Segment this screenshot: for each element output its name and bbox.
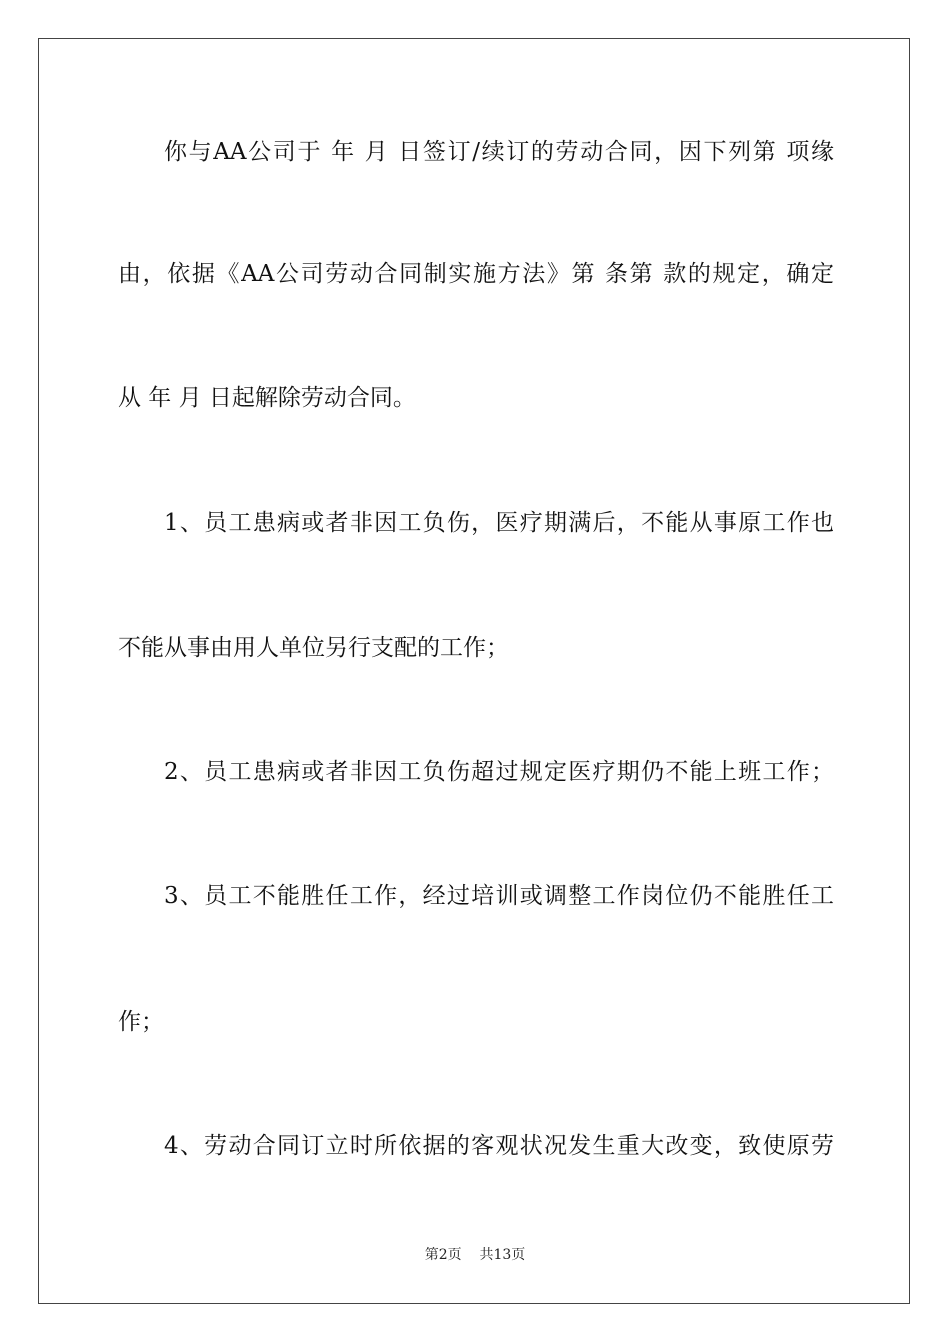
- item-3-line-1: 3、员工不能胜任工作，经过培训或调整工作岗位仍不能胜任工: [164, 883, 834, 909]
- page-total: 共13页: [479, 1247, 526, 1263]
- item-3-line-2: 作；: [118, 1009, 164, 1035]
- page-number: 第2页: [424, 1247, 462, 1263]
- item-2-line-1: 2、员工患病或者非因工负伤超过规定医疗期仍不能上班工作；: [164, 759, 834, 785]
- item-1-line-1: 1、员工患病或者非因工负伤，医疗期满后，不能从事原工作也: [164, 510, 834, 536]
- paragraph-line-2: 由，依据《AA公司劳动合同制实施方法》第 条第 款的规定，确定: [118, 261, 834, 287]
- paragraph-line-1: 你与AA公司于 年 月 日签订/续订的劳动合同，因下列第 项缘: [164, 139, 834, 165]
- page-footer: [0, 1246, 950, 1264]
- page-border: [38, 38, 910, 1304]
- item-4-line-1: 4、劳动合同订立时所依据的客观状况发生重大改变，致使原劳: [164, 1133, 834, 1159]
- paragraph-line-3: 从 年 月 日起解除劳动合同。: [118, 385, 416, 411]
- item-1-line-2: 不能从事由用人单位另行支配的工作；: [118, 635, 509, 661]
